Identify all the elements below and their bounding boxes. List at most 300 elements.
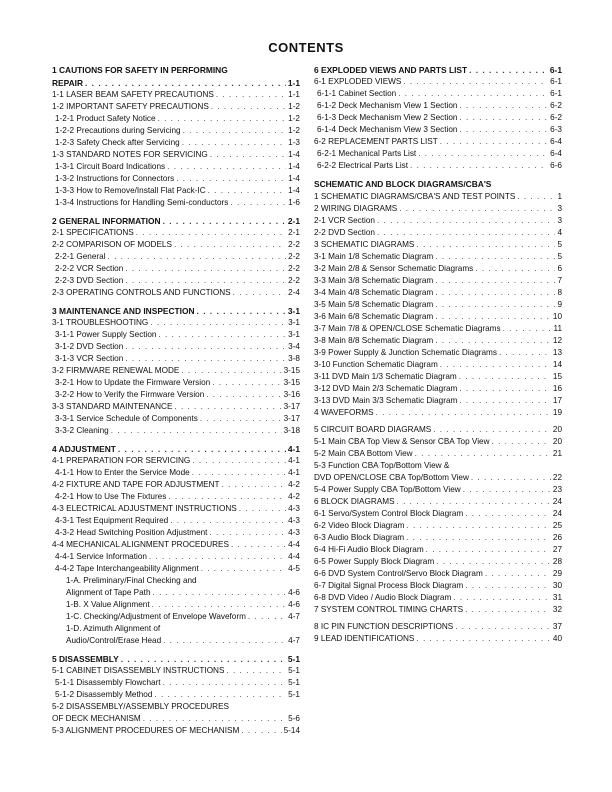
toc-entry-page: 2-2 xyxy=(288,240,300,249)
toc-section-schematics xyxy=(314,191,562,645)
toc-entry-title: 1-3-3 How to Remove/Install Flat Pack-IC xyxy=(55,186,206,195)
toc-leader-dots xyxy=(440,136,548,148)
toc-entry xyxy=(314,112,562,124)
toc-entry xyxy=(52,149,300,161)
toc-entry-title: 1-D. Azimuth Alignment of xyxy=(66,624,161,633)
toc-entry-title: 6-4 Hi-Fi Audio Block Diagram xyxy=(314,545,424,554)
toc-entry-page: 4-3 xyxy=(288,516,300,525)
toc-entry-page: 3-17 xyxy=(283,414,300,423)
toc-entry-title: 1-2-1 Product Safety Notice xyxy=(55,114,156,123)
toc-entry xyxy=(52,563,300,575)
toc-leader-dots xyxy=(406,532,551,544)
toc-leader-dots xyxy=(211,101,286,113)
toc-entry xyxy=(52,275,300,287)
toc-entry-title: Audio/Control/Erase Head xyxy=(66,636,162,645)
toc-entry xyxy=(314,556,562,568)
toc-entry-title: 3 MAINTENANCE AND INSPECTION xyxy=(52,306,195,316)
toc-leader-dots xyxy=(231,539,286,551)
toc-leader-dots xyxy=(181,365,281,377)
toc-entry-title: 6-2 REPLACEMENT PARTS LIST xyxy=(314,137,438,146)
toc-leader-dots xyxy=(182,137,286,149)
toc-leader-dots xyxy=(459,100,548,112)
toc-entry-title: 3-13 DVD Main 3/3 Schematic Diagram xyxy=(314,396,458,405)
toc-entry xyxy=(314,203,562,215)
toc-entry-title: 3-1-2 DVD Section xyxy=(55,342,124,351)
toc-entry-title: 3 SCHEMATIC DIAGRAMS xyxy=(314,240,415,249)
toc-leader-dots xyxy=(153,587,287,599)
toc-entry xyxy=(52,365,300,377)
toc-entry-page: 1-1 xyxy=(288,90,300,99)
toc-entry-page: 28 xyxy=(552,557,562,566)
toc-entry-title: 4-1 PREPARATION FOR SERVICING xyxy=(52,456,191,465)
toc-entry-page: 9 xyxy=(557,300,562,309)
toc-entry xyxy=(52,353,300,365)
toc-entry xyxy=(314,323,562,335)
toc-entry xyxy=(52,401,300,413)
toc-leader-dots xyxy=(435,287,555,299)
toc-entry xyxy=(52,599,300,611)
toc-entry xyxy=(314,460,562,472)
toc-entry-title: 1-3 STANDARD NOTES FOR SERVICING xyxy=(52,150,208,159)
toc-entry xyxy=(314,371,562,383)
toc-entry-title: 5-2 Main CBA Bottom View xyxy=(314,449,413,458)
toc-entry-page: 5-1 xyxy=(288,666,300,675)
toc-entry-title: 2 WIRING DIAGRAMS xyxy=(314,204,398,213)
toc-entry xyxy=(314,299,562,311)
toc-entry xyxy=(314,592,562,604)
toc-entry xyxy=(52,455,300,467)
toc-leader-dots xyxy=(226,665,286,677)
toc-entry-title: 1-A. Preliminary/Final Checking and xyxy=(66,576,197,585)
toc-entry-page: 4-3 xyxy=(288,504,300,513)
toc-entry-page: 31 xyxy=(552,593,562,602)
toc-entry xyxy=(314,136,562,148)
toc-entry-page: 8 xyxy=(557,288,562,297)
toc-leader-dots xyxy=(174,239,286,251)
toc-leader-dots xyxy=(459,395,551,407)
toc-entry-page: 1-2 xyxy=(288,114,300,123)
toc-entry-title: 7 SYSTEM CONTROL TIMING CHARTS xyxy=(314,605,464,614)
toc-leader-dots xyxy=(435,275,555,287)
toc-left-column xyxy=(52,63,300,737)
toc-entry-page: 4-1 xyxy=(288,468,300,477)
toc-entry-title: 3-3 STANDARD MAINTENANCE xyxy=(52,402,173,411)
toc-entry xyxy=(52,503,300,515)
toc-entry-page: 4-4 xyxy=(288,540,300,549)
toc-entry-title: 5-1 Main CBA Top View & Sensor CBA Top View xyxy=(314,437,490,446)
toc-entry-title: 3-1 Main 1/8 Schematic Diagram xyxy=(314,252,434,261)
toc-entry xyxy=(314,496,562,508)
toc-entry-title: 8 IC PIN FUNCTION DESCRIPTIONS xyxy=(314,622,454,631)
toc-entry xyxy=(52,701,300,713)
toc-entry-page: 3-15 xyxy=(283,378,300,387)
toc-leader-dots xyxy=(108,251,287,263)
toc-entry-page: 1 xyxy=(557,192,562,201)
toc-entry xyxy=(314,383,562,395)
toc-entry-title: 3-6 Main 6/8 Schematic Diagram xyxy=(314,312,434,321)
toc-entry-title: 3-8 Main 8/8 Schematic Diagram xyxy=(314,336,434,345)
toc-entry-page: 23 xyxy=(552,485,562,494)
toc-entry-page: 32 xyxy=(552,605,562,614)
toc-entry xyxy=(52,76,300,89)
toc-entry-page: 6-4 xyxy=(550,137,562,146)
toc-leader-dots xyxy=(415,448,551,460)
toc-entry-title: 1 SCHEMATIC DIAGRAMS/CBA'S AND TEST POINTS xyxy=(314,192,516,201)
toc-entry-page: 17 xyxy=(552,396,562,405)
toc-entry-title: 1-2-2 Precautions during Servicing xyxy=(55,126,181,135)
toc-entry xyxy=(52,551,300,563)
toc-leader-dots xyxy=(216,89,286,101)
toc-leader-dots xyxy=(154,689,286,701)
toc-entry xyxy=(314,395,562,407)
toc-leader-dots xyxy=(192,455,286,467)
toc-entry-title: 1-2 IMPORTANT SAFETY PRECAUTIONS xyxy=(52,102,209,111)
toc-leader-dots xyxy=(485,568,551,580)
schematic-section-heading: SCHEMATIC AND BLOCK DIAGRAMS/CBA'S xyxy=(314,179,492,189)
toc-entry-page: 5 xyxy=(557,252,562,261)
toc-entry-page: 4-1 xyxy=(288,456,300,465)
toc-entry xyxy=(314,508,562,520)
toc-entry-page: 6-2 xyxy=(550,101,562,110)
toc-entry xyxy=(52,539,300,551)
toc-leader-dots xyxy=(201,563,286,575)
toc-entry-page: 1-2 xyxy=(288,126,300,135)
toc-entry-page: 5-6 xyxy=(288,714,300,723)
toc-entry-page: 5-1 xyxy=(288,678,300,687)
toc-entry-page: 3-8 xyxy=(288,354,300,363)
toc-entry-page: 3-1 xyxy=(288,318,300,327)
toc-entry-title: 3-11 DVD Main 1/3 Schematic Diagram xyxy=(314,372,457,381)
toc-entry xyxy=(52,623,300,635)
toc-leader-dots xyxy=(192,467,286,479)
toc-leader-dots xyxy=(398,88,548,100)
toc-leader-dots xyxy=(410,160,548,172)
toc-entry xyxy=(314,448,562,460)
toc-entry-page: 4-1 xyxy=(287,444,300,454)
toc-entry-page: 15 xyxy=(552,372,562,381)
toc-entry-page: 12 xyxy=(552,336,562,345)
toc-entry-title: 1-3-4 Instructions for Handling Semi-conductors xyxy=(55,198,229,207)
toc-entry-page: 3-1 xyxy=(288,330,300,339)
toc-entry-title: 3-12 DVD Main 2/3 Schematic Diagram xyxy=(314,384,458,393)
toc-leader-dots xyxy=(399,203,555,215)
toc-entry-page: 4-7 xyxy=(288,612,300,621)
toc-entry-title: 6-7 Digital Signal Process Block Diagram xyxy=(314,581,464,590)
toc-leader-dots xyxy=(208,185,287,197)
toc-entry-title: 2-1 SPECIFICATIONS xyxy=(52,228,134,237)
toc-entry-title: 1-B. X Value Alignment xyxy=(66,600,150,609)
toc-entry-title: 5-1-1 Disassembly Flowchart xyxy=(55,678,161,687)
toc-entry-title: 4 ADJUSTMENT xyxy=(52,444,116,454)
toc-entry-page: 2-1 xyxy=(287,216,300,226)
toc-entry-page: 4-4 xyxy=(288,552,300,561)
toc-entry xyxy=(52,467,300,479)
toc-leader-dots xyxy=(517,191,555,203)
toc-entry-title: 6-5 Power Supply Block Diagram xyxy=(314,557,435,566)
toc-leader-dots xyxy=(459,383,551,395)
toc-entry xyxy=(314,472,562,484)
toc-entry-page: 1-1 xyxy=(287,78,300,88)
toc-entry-title: 6-1 Servo/System Control Block Diagram xyxy=(314,509,464,518)
toc-entry-page: 4-5 xyxy=(288,564,300,573)
toc-entry xyxy=(52,389,300,401)
toc-entry-page: 4 xyxy=(557,228,562,237)
toc-entry-title: 5-1 CABINET DISASSEMBLY INSTRUCTIONS xyxy=(52,666,225,675)
toc-entry xyxy=(52,652,300,665)
toc-leader-dots xyxy=(435,311,551,323)
toc-entry-page: 5-1 xyxy=(287,654,300,664)
toc-entry xyxy=(52,125,300,137)
toc-leader-dots xyxy=(499,347,551,359)
toc-leader-dots xyxy=(492,436,551,448)
toc-leader-dots xyxy=(239,503,286,515)
toc-entry xyxy=(314,215,562,227)
toc-entry-page: 1-3 xyxy=(288,138,300,147)
toc-entry xyxy=(52,515,300,527)
toc-entry-page: 3-1 xyxy=(287,306,300,316)
toc-entry xyxy=(314,88,562,100)
toc-leader-dots xyxy=(406,520,550,532)
page-title: CONTENTS xyxy=(268,40,344,55)
toc-entry-title: 1-3-2 Instructions for Connectors xyxy=(55,174,175,183)
toc-entry xyxy=(314,275,562,287)
toc-entry-page: 25 xyxy=(552,521,562,530)
toc-leader-dots xyxy=(435,335,551,347)
toc-entry-page: 1-4 xyxy=(288,186,300,195)
toc-entry-title: 6-1-2 Deck Mechanism View 1 Section xyxy=(317,101,458,110)
toc-entry-title: 5-4 Power Supply CBA Top/Bottom View xyxy=(314,485,461,494)
toc-entry-title: 6-8 DVD Video / Audio Block Diagram xyxy=(314,593,452,602)
toc-entry xyxy=(52,263,300,275)
toc-leader-dots xyxy=(206,389,281,401)
toc-entry-title: 5 CIRCUIT BOARD DIAGRAMS xyxy=(314,425,432,434)
toc-leader-dots xyxy=(469,64,548,76)
toc-entry-page: 24 xyxy=(552,509,562,518)
toc-entry xyxy=(314,160,562,172)
toc-entry-title: REPAIR xyxy=(52,78,84,88)
toc-entry-title: 1-3-1 Circuit Board Indications xyxy=(55,162,166,171)
toc-entry xyxy=(52,329,300,341)
toc-entry-page: 37 xyxy=(552,622,562,631)
toc-entry xyxy=(314,311,562,323)
toc-entry xyxy=(52,287,300,299)
toc-entry-title: 1 CAUTIONS FOR SAFETY IN PERFORMING xyxy=(52,65,228,75)
toc-leader-dots xyxy=(230,197,286,209)
toc-entry-page: 2-2 xyxy=(288,252,300,261)
toc-entry-page: 2-2 xyxy=(288,264,300,273)
toc-leader-dots xyxy=(435,251,555,263)
toc-leader-dots xyxy=(436,556,551,568)
toc-leader-dots xyxy=(167,161,286,173)
toc-entry-title: 4-2 FIXTURE AND TAPE FOR ADJUSTMENT xyxy=(52,480,220,489)
toc-entry xyxy=(314,287,562,299)
toc-entry-page: 5 xyxy=(557,240,562,249)
toc-leader-dots xyxy=(471,472,551,484)
toc-entry-page: 1-6 xyxy=(288,198,300,207)
toc-leader-dots xyxy=(125,275,286,287)
toc-entry-title: 2-3 OPERATING CONTROLS AND FUNCTIONS xyxy=(52,288,231,297)
toc-entry-page: 4-2 xyxy=(288,480,300,489)
toc-entry-title: 6-1-1 Cabinet Section xyxy=(317,89,397,98)
toc-entry xyxy=(52,377,300,389)
toc-leader-dots xyxy=(212,377,281,389)
toc-entry-title: 2-2-2 VCR Section xyxy=(55,264,124,273)
toc-entry xyxy=(52,137,300,149)
toc-entry xyxy=(52,611,300,623)
toc-entry xyxy=(52,341,300,353)
toc-entry xyxy=(314,436,562,448)
toc-leader-dots xyxy=(403,76,548,88)
toc-leader-dots xyxy=(453,592,551,604)
toc-right-column xyxy=(314,63,562,645)
toc-entry xyxy=(52,251,300,263)
toc-entry-title: 6-2-2 Electrical Parts List xyxy=(317,161,409,170)
toc-entry-title: 3-1 TROUBLESHOOTING xyxy=(52,318,149,327)
toc-entry xyxy=(314,227,562,239)
toc-entry-title: 3-7 Main 7/8 & OPEN/CLOSE Schematic Diagrams xyxy=(314,324,501,333)
toc-entry-title: 4-4-2 Tape Interchangeability Alignment xyxy=(55,564,199,573)
toc-leader-dots xyxy=(125,353,286,365)
toc-entry-title: 4-2-1 How to Use The Fixtures xyxy=(55,492,167,501)
toc-entry-title: 5-3 ALIGNMENT PROCEDURES OF MECHANISM xyxy=(52,726,240,735)
toc-leader-dots xyxy=(125,341,286,353)
toc-entry xyxy=(314,532,562,544)
toc-leader-dots xyxy=(241,725,281,737)
toc-entry xyxy=(314,124,562,136)
toc-leader-dots xyxy=(377,227,555,239)
toc-entry-title: 9 LEAD IDENTIFICATIONS xyxy=(314,634,415,643)
toc-entry-title: 3-2-1 How to Update the Firmware Version xyxy=(55,378,211,387)
toc-entry-page: 27 xyxy=(552,545,562,554)
toc-entry-title: 6-1-3 Deck Mechanism View 2 Section xyxy=(317,113,458,122)
toc-leader-dots xyxy=(465,604,551,616)
toc-entry-page: 5-1 xyxy=(288,690,300,699)
toc-entry-page: 40 xyxy=(552,634,562,643)
toc-entry-page: 10 xyxy=(552,312,562,321)
toc-entry xyxy=(52,587,300,599)
toc-entry-title: 6 EXPLODED VIEWS AND PARTS LIST xyxy=(314,65,468,75)
toc-leader-dots xyxy=(210,149,286,161)
toc-entry-title: 2-2 COMPARISON OF MODELS xyxy=(52,240,172,249)
toc-entry-page: 3-16 xyxy=(283,390,300,399)
toc-entry-page: 16 xyxy=(552,384,562,393)
toc-entry-page: 13 xyxy=(552,348,562,357)
toc-entry-title: 5-3 Function CBA Top/Bottom View & xyxy=(314,461,450,470)
toc-entry xyxy=(52,575,300,587)
toc-entry-page: 24 xyxy=(552,497,562,506)
toc-entry-page: 6-2 xyxy=(550,113,562,122)
toc-leader-dots xyxy=(197,305,286,317)
toc-entry xyxy=(52,689,300,701)
toc-entry-page: 14 xyxy=(552,360,562,369)
toc-entry-page: 6-6 xyxy=(550,161,562,170)
toc-entry-page: 3-17 xyxy=(283,402,300,411)
toc-entry xyxy=(52,413,300,425)
toc-entry-title: 3-2-2 How to Verify the Firmware Version xyxy=(55,390,205,399)
toc-entry-title: 3-2 Main 2/8 & Sensor Schematic Diagrams xyxy=(314,264,474,273)
toc-entry xyxy=(52,665,300,677)
toc-entry-title: 5 DISASSEMBLY xyxy=(52,654,119,664)
toc-entry-title: 1-C. Checking/Adjustment of Envelope Waveform xyxy=(66,612,246,621)
toc-leader-dots xyxy=(418,148,548,160)
toc-entry xyxy=(314,251,562,263)
toc-leader-dots xyxy=(475,263,555,275)
toc-entry xyxy=(52,425,300,437)
toc-entry-title: DVD OPEN/CLOSE CBA Top/Bottom View xyxy=(314,473,469,482)
toc-entry-title: 3-4 Main 4/8 Schematic Diagram xyxy=(314,288,434,297)
toc-entry-page: 22 xyxy=(552,473,562,482)
toc-entry-page: 19 xyxy=(552,408,562,417)
toc-entry xyxy=(314,148,562,160)
toc-leader-dots xyxy=(143,713,286,725)
toc-leader-dots xyxy=(168,491,286,503)
toc-entry-page: 30 xyxy=(552,581,562,590)
toc-leader-dots xyxy=(85,77,286,89)
toc-entry-page: 1-4 xyxy=(288,150,300,159)
toc-entry xyxy=(314,568,562,580)
toc-entry-page: 11 xyxy=(553,324,562,333)
toc-leader-dots xyxy=(463,484,551,496)
toc-leader-dots xyxy=(174,401,281,413)
toc-entry-title: 6 BLOCK DIAGRAMS xyxy=(314,497,395,506)
toc-entry-page: 3 xyxy=(557,216,562,225)
toc-leader-dots xyxy=(159,329,287,341)
toc-entry xyxy=(52,713,300,725)
toc-entry-title: 3-3-2 Cleaning xyxy=(55,426,109,435)
toc-entry xyxy=(314,407,562,419)
toc-entry-page: 1-2 xyxy=(288,102,300,111)
toc-entry-title: 6-1-4 Deck Mechanism View 3 Section xyxy=(317,125,458,134)
toc-entry xyxy=(52,197,300,209)
toc-entry-page: 20 xyxy=(552,425,562,434)
toc-entry-title: 6-2 Video Block Diagram xyxy=(314,521,405,530)
toc-entry xyxy=(52,442,300,455)
toc-entry xyxy=(314,76,562,88)
toc-entry xyxy=(52,185,300,197)
toc-leader-dots xyxy=(118,443,286,455)
toc-entry xyxy=(52,491,300,503)
toc-entry xyxy=(314,621,562,633)
toc-entry xyxy=(52,101,300,113)
toc-entry-title: 3-3-1 Service Schedule of Components xyxy=(55,414,198,423)
toc-entry xyxy=(314,335,562,347)
toc-entry-page: 6-3 xyxy=(550,125,562,134)
toc-entry-title: 5-1-2 Disassembly Method xyxy=(55,690,153,699)
toc-entry xyxy=(52,113,300,125)
toc-leader-dots xyxy=(152,599,287,611)
toc-entry-page: 20 xyxy=(552,437,562,446)
toc-entry xyxy=(52,304,300,317)
toc-entry xyxy=(52,725,300,737)
toc-entry-page: 5-14 xyxy=(283,726,300,735)
toc-entry-title: 2 GENERAL INFORMATION xyxy=(52,216,161,226)
toc-leader-dots xyxy=(209,527,286,539)
toc-entry-title: 1-1 LASER BEAM SAFETY PRECAUTIONS xyxy=(52,90,214,99)
toc-entry xyxy=(52,89,300,101)
toc-entry-page: 3-18 xyxy=(283,426,300,435)
toc-entry xyxy=(52,227,300,239)
toc-entry xyxy=(314,520,562,532)
toc-leader-dots xyxy=(176,173,286,185)
toc-leader-dots xyxy=(183,125,287,137)
toc-entry xyxy=(314,100,562,112)
toc-entry-page: 26 xyxy=(552,533,562,542)
toc-leader-dots xyxy=(416,239,555,251)
toc-entry-title: 4-3-1 Test Equipment Required xyxy=(55,516,169,525)
toc-leader-dots xyxy=(377,215,555,227)
toc-leader-dots xyxy=(111,425,282,437)
toc-leader-dots xyxy=(376,407,551,419)
